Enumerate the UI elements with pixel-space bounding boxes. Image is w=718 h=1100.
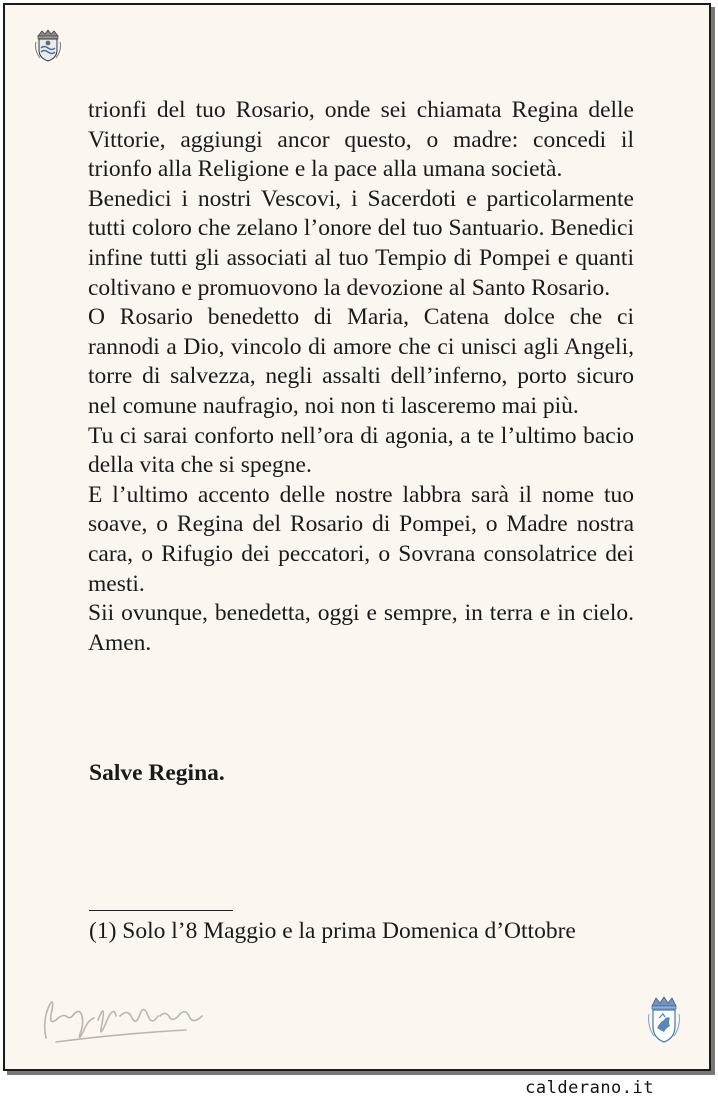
paragraph: Tu ci sarai conforto nell’ora di agonia, a te l’ultimo bacio della vita che si spegne. [88, 422, 634, 479]
watermark-text: calderano.it [525, 1078, 654, 1098]
coat-of-arms-icon [34, 28, 62, 62]
paragraph: Sii ovunque, benedetta, oggi e sempre, in terra e in cielo. Amen. [88, 600, 634, 656]
coat-of-arms-icon [646, 994, 682, 1044]
paragraph: E l’ultimo accento delle nostre labbra sarà il nome tuo soave, o Regina del Rosario di Pompei, o Madre nostra cara, o Rifugio dei peccatori, o Sovrana consolatrice dei mesti. [88, 481, 634, 597]
handwritten-signature [36, 990, 211, 1050]
paragraph: trionfi del tuo Rosario, onde sei chiamata Regina delle Vittorie, aggiungi ancor questo, o madre: concedi il trionfo alla Religione e la pace alla umana società. [88, 97, 634, 183]
closing-line: Salve Regina. [89, 760, 225, 786]
prayer-body [88, 96, 634, 658]
paragraph: Benedici i nostri Vescovi, i Sacerdoti e particolarmente tutti coloro che zelano l’onore del tuo Santuario. Benedici infine tutti gli associati al tuo Tempio di Pompei e quanti coltivano e promuovono la devozione al Santo Rosario. [88, 185, 634, 301]
footnote-divider [89, 910, 233, 911]
footnote: (1) Solo l’8 Maggio e la prima Domenica d’Ottobre [89, 918, 576, 944]
paragraph: O Rosario benedetto di Maria, Catena dolce che ci rannodi a Dio, vincolo di amore che ci unisci agli Angeli, torre di salvezza, negli assalti dell’inferno, porto sicuro nel comune naufragio, noi non ti lasceremo mai più. [88, 304, 634, 419]
